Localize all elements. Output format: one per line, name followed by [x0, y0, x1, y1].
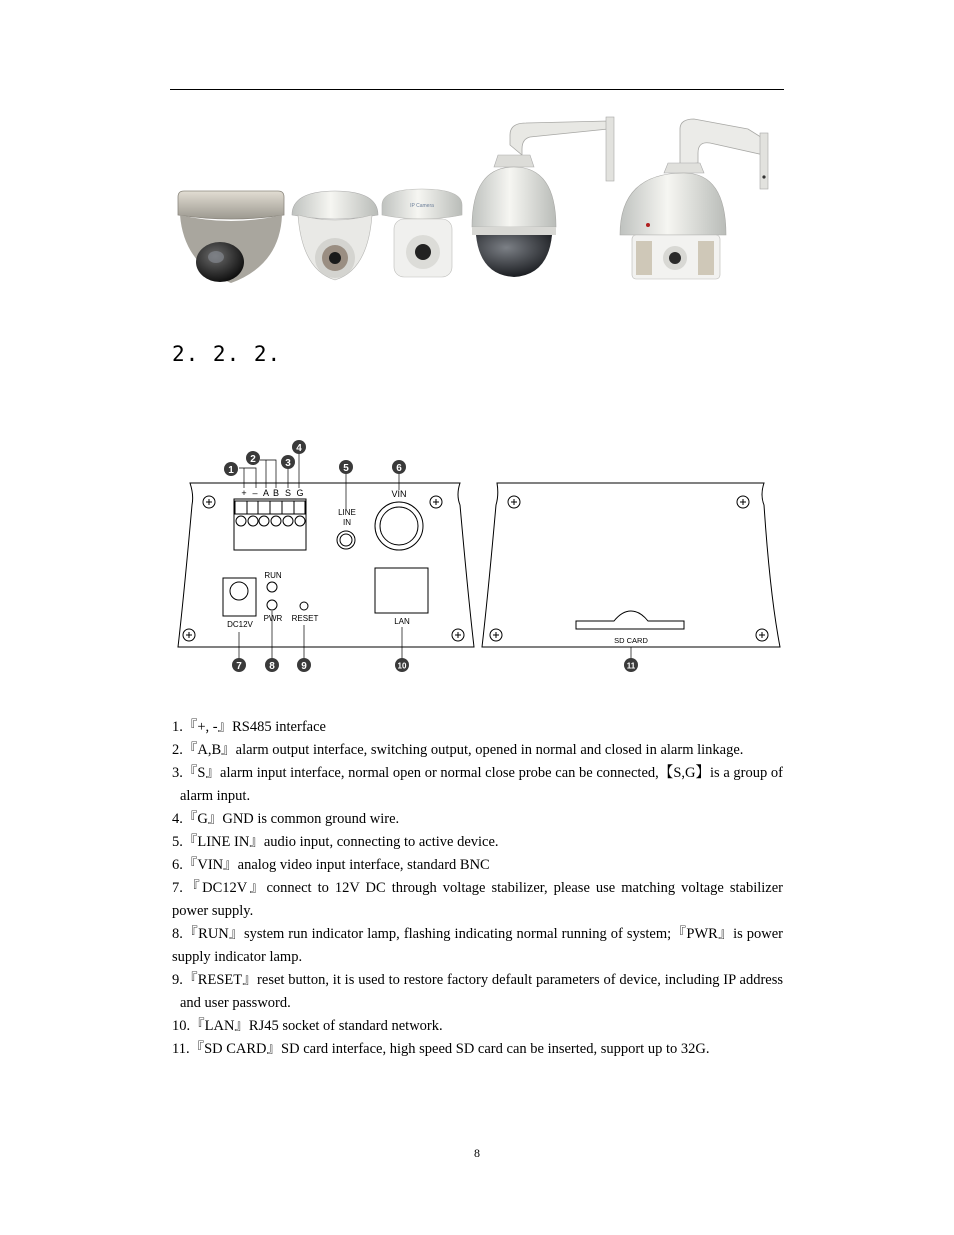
screw-icon — [756, 629, 768, 641]
callout-4 — [292, 440, 306, 454]
dc12v-label: DC12V — [227, 620, 253, 629]
callout-2 — [246, 451, 260, 465]
list-item: 6.『VIN』analog video input interface, standard BNC — [172, 857, 490, 873]
svg-text:5: 5 — [343, 463, 349, 474]
terminal-b-label: B — [272, 488, 280, 498]
terminal-a-label: A — [262, 488, 270, 498]
rear-panel-diagram — [170, 435, 784, 680]
ir-speed-dome-camera — [620, 119, 768, 279]
rear-panel-right-outline — [482, 483, 780, 647]
pwr-led-icon — [267, 600, 277, 610]
sd-card-slot — [576, 611, 684, 629]
vin-label: VIN — [391, 489, 407, 499]
svg-text:1: 1 — [228, 465, 234, 476]
svg-text:6: 6 — [396, 463, 402, 474]
camera-photos — [170, 115, 784, 285]
svg-text:2: 2 — [250, 454, 256, 465]
list-item: 1.『+, -』RS485 interface — [172, 719, 326, 735]
svg-text:10: 10 — [397, 661, 407, 671]
callout-11 — [624, 658, 638, 672]
callout-6 — [392, 460, 406, 474]
reset-button-icon — [300, 602, 308, 610]
callout-1 — [224, 462, 238, 476]
line-in-label-1: LINE — [338, 508, 356, 517]
dc12v-jack — [223, 578, 256, 616]
ip-camera-label: IP Camera — [410, 203, 434, 209]
interface-description-list — [172, 716, 783, 1061]
ir-dome-camera — [292, 191, 378, 280]
list-item: 11.『SD CARD』SD card interface, high speed SD card can be inserted, support up to 32G. — [172, 1041, 710, 1057]
ip-pt-camera — [382, 189, 462, 277]
callout-3 — [281, 455, 295, 469]
screw-icon — [508, 496, 520, 508]
lan-port — [375, 568, 428, 613]
list-item: 9.『RESET』reset button, it is used to restore factory default parameters of device, including IP address and user password. — [172, 972, 783, 1011]
line-in-jack — [337, 531, 355, 549]
screw-icon — [203, 496, 215, 508]
reset-label: RESET — [291, 614, 319, 623]
run-led-icon — [267, 582, 277, 592]
callout-10 — [395, 658, 409, 672]
line-in-label-2: IN — [343, 518, 351, 527]
lan-label: LAN — [394, 617, 410, 626]
list-item: 4.『G』GND is common ground wire. — [172, 811, 400, 827]
svg-text:11: 11 — [626, 661, 636, 671]
list-item: 5.『LINE IN』audio input, connecting to active device. — [172, 834, 499, 850]
screw-icon — [452, 629, 464, 641]
sd-card-label: SD CARD — [614, 636, 648, 645]
callout-9 — [297, 658, 311, 672]
terminal-g-label: G — [296, 488, 304, 498]
terminal-block — [234, 499, 306, 550]
list-item: 3.『S』alarm input interface, normal open or normal close probe can be connected,【S,G】is a group of alarm input. — [172, 765, 783, 804]
callout-5 — [339, 460, 353, 474]
terminal-minus-label: – — [252, 488, 258, 498]
screw-icon — [430, 496, 442, 508]
callout-8 — [265, 658, 279, 672]
callout-markers — [224, 440, 638, 672]
terminal-plus-label: + — [241, 488, 247, 498]
svg-text:4: 4 — [296, 443, 302, 454]
callout-7 — [232, 658, 246, 672]
svg-text:8: 8 — [269, 661, 275, 672]
screw-icon — [183, 629, 195, 641]
rear-panel-left-outline — [178, 483, 474, 647]
screw-icon — [490, 629, 502, 641]
list-item: 10.『LAN』RJ45 socket of standard network. — [172, 1018, 443, 1034]
speed-dome-camera — [472, 117, 614, 277]
bnc-connector — [375, 502, 423, 550]
list-item: 7.『DC12V』connect to 12V DC through voltage stabilizer, please use matching voltage stabilizer power supply. — [172, 880, 783, 919]
list-item: 8.『RUN』system run indicator lamp, flashing indicating normal running of system;『PWR』is power supply indicator lamp. — [172, 926, 783, 965]
header-rule — [170, 89, 784, 90]
pwr-label: PWR — [263, 614, 283, 623]
terminal-s-label: S — [284, 488, 292, 498]
svg-text:7: 7 — [236, 661, 242, 672]
svg-text:9: 9 — [301, 661, 307, 672]
page-number: 8 — [474, 1146, 480, 1160]
list-item: 2.『A,B』alarm output interface, switching output, opened in normal and closed in alarm linkage. — [172, 742, 744, 758]
mini-dome-camera — [178, 191, 284, 283]
screw-icon — [737, 496, 749, 508]
section-number: 2. 2. 2. — [172, 342, 282, 366]
svg-text:3: 3 — [285, 458, 291, 469]
leader-lines — [239, 451, 631, 660]
run-label: RUN — [264, 571, 282, 580]
